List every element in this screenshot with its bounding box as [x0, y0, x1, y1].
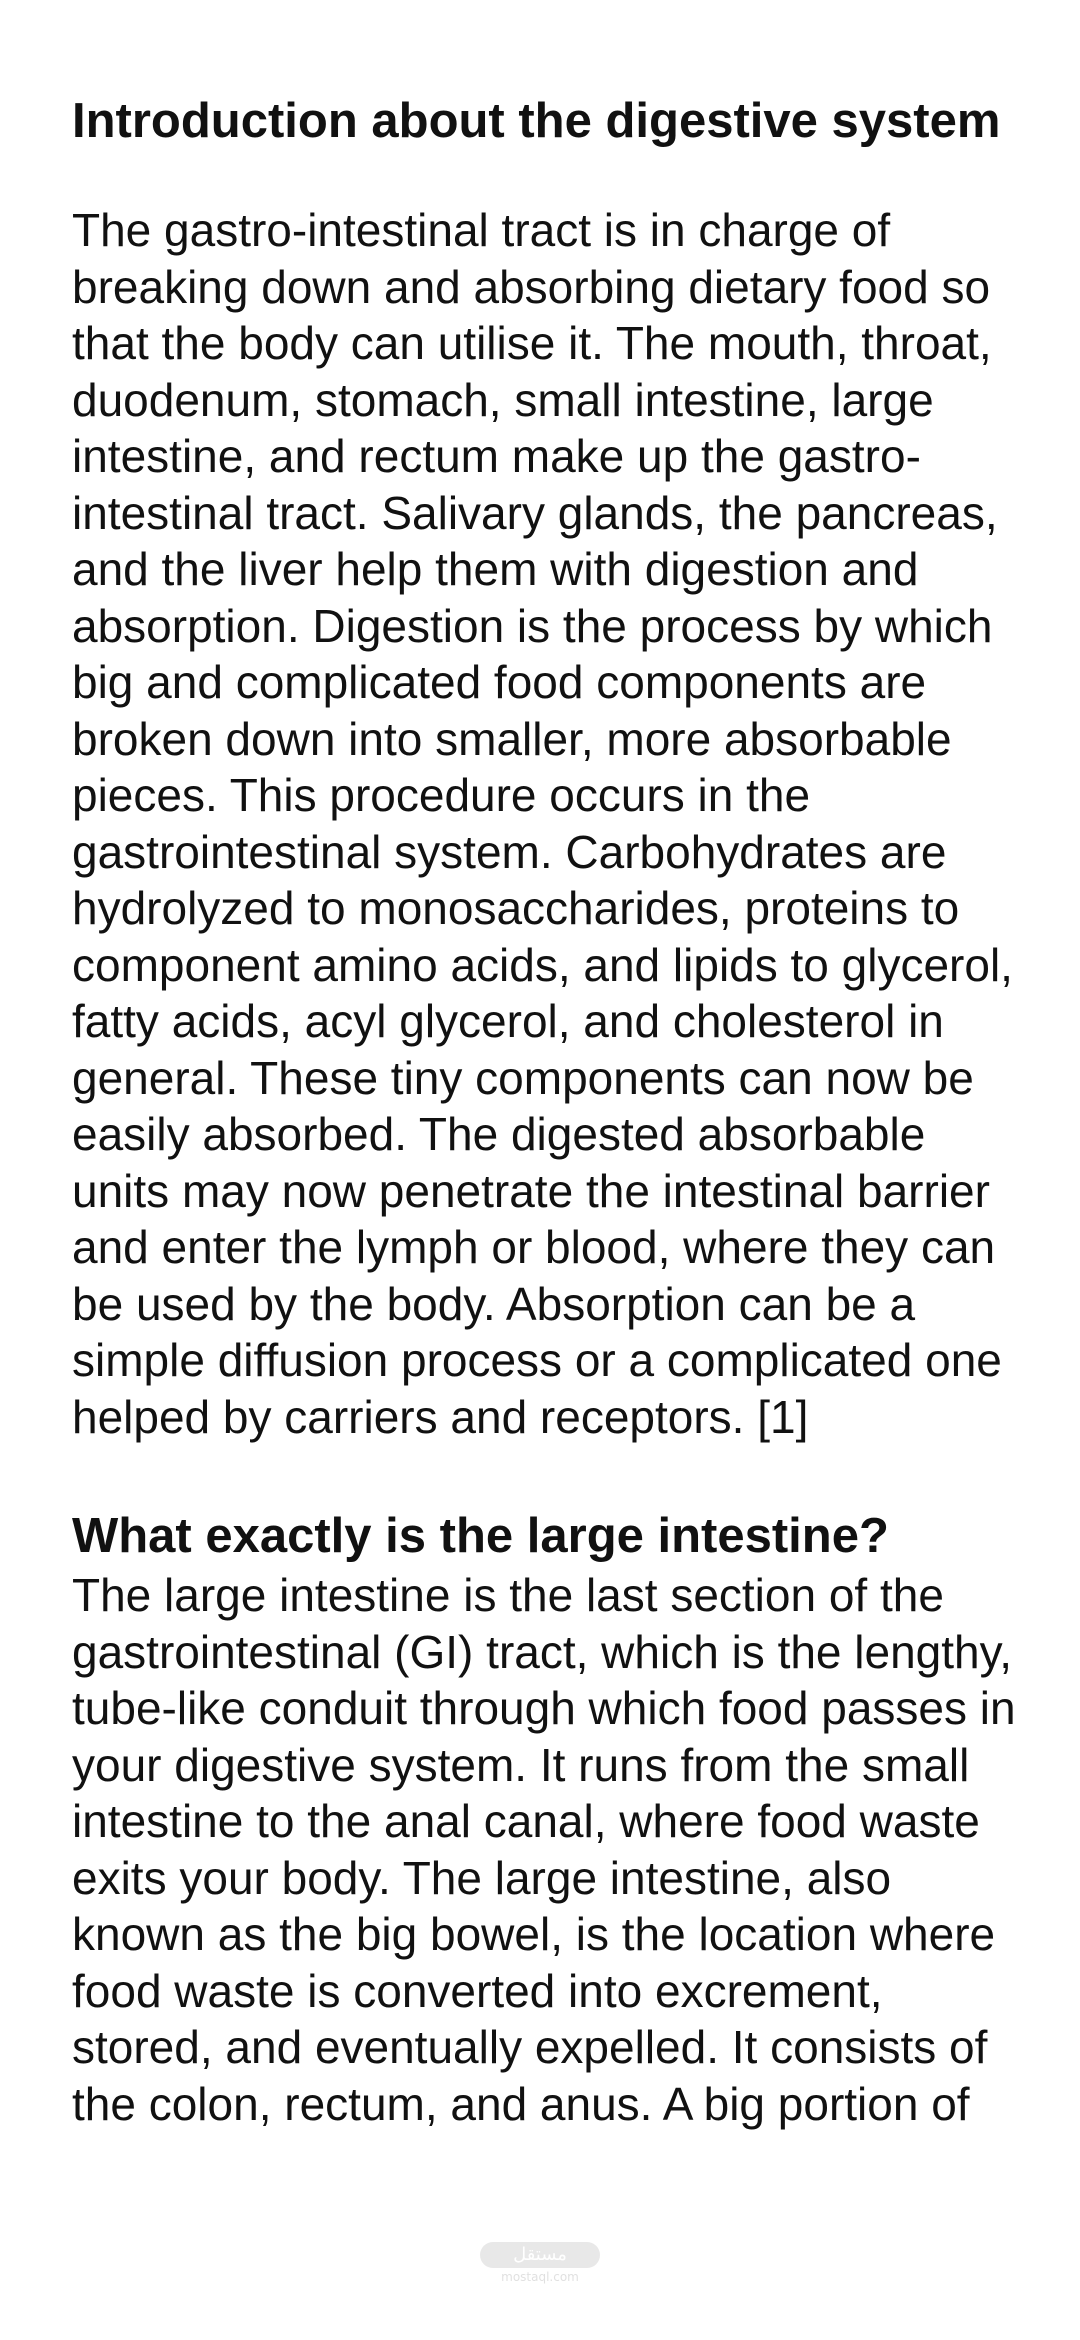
large-intestine-paragraph: The large intestine is the last section of the gastrointestinal (GI) tract, which is the lengthy, tube-like conduit through which food passes in your digestive system. It runs from the small intestine to the anal canal, where food waste exits your body. The large intestine, also known as the big bowel, is the location where food waste is converted into excrement, stored, and eventually expelled. It consists of the colon, rectum, and anus. A big portion of	[72, 1569, 1016, 2130]
large-intestine-heading: What exactly is the large intestine?	[72, 1509, 889, 1563]
intro-paragraph: The gastro-intestinal tract is in charge of breaking down and absorbing dietary food so that the body can utilise it. The mouth, throat, duodenum, stomach, small intestine, large intestine, and rectum make up the gastro-intestinal tract. Salivary glands, the pancreas, and the liver help them with digestion and absorption. Digestion is the process by which big and complicated food components are broken down into smaller, more absorbable pieces. This procedure occurs in the gastrointestinal system. Carbohydrates are hydrolyzed to monosaccharides, proteins to component amino acids, and lipids to glycerol, fatty acids, acyl glycerol, and cholesterol in general. These tiny components can now be easily absorbed. The digested absorbable units may now penetrate the intestinal barrier and enter the lymph or blood, where they can be used by the body. Absorption can be a simple diffusion process or a complicated one helped by carriers and receptors. [1]	[72, 204, 1013, 1443]
watermark-text: mostaql.com	[501, 2270, 579, 2284]
watermark	[470, 2238, 610, 2288]
intro-heading: Introduction about the digestive system	[72, 94, 1001, 148]
watermark-logo: مستقل	[480, 2242, 600, 2268]
document-page	[72, 90, 1022, 2132]
